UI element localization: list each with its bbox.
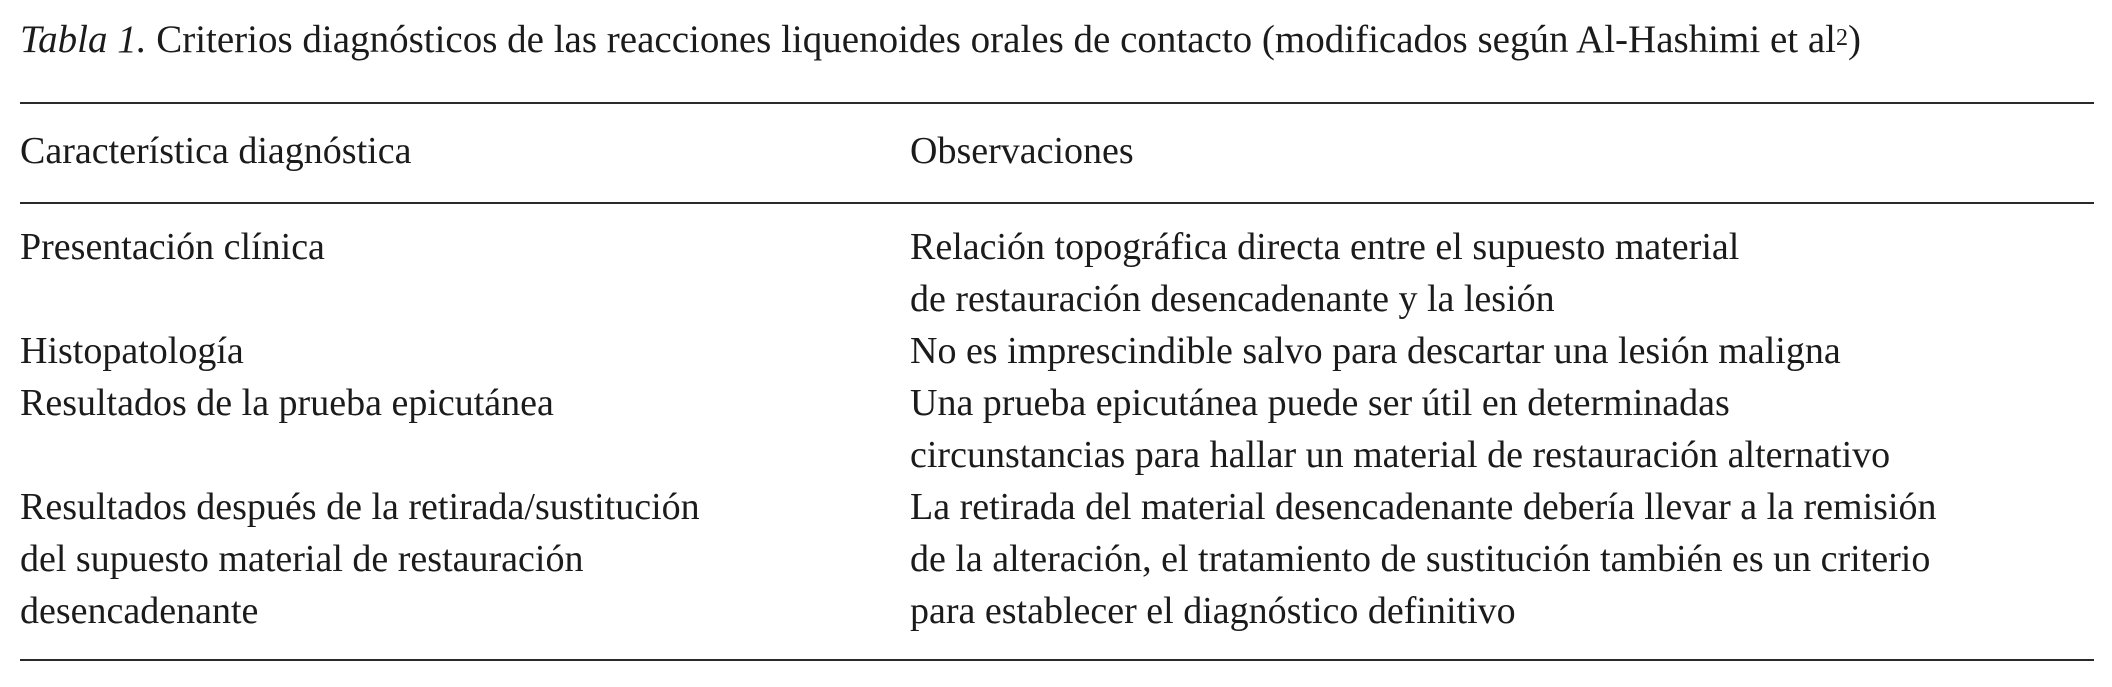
row-characteristic: Presentación clínica [20,226,325,268]
row-observations: Relación topográfica directa entre el supuesto material de restauración desencadenante y la lesión [910,226,1740,320]
row-observations: La retirada del material desencadenante debería llevar a la remisión de la alteración, el tratamiento de sustitución también es un criterio para establecer el diagnóstico definitivo [910,486,1937,632]
table-caption-label: Tabla 1. [20,18,147,61]
row-observations: Una prueba epicutánea puede ser útil en determinadas circunstancias para hallar un material de restauración alternativo [910,382,1891,476]
table-caption [20,14,1861,66]
header-characteristic: Característica diagnóstica [20,130,412,172]
table-header-rule [20,202,2094,204]
table-header-row [20,125,2094,181]
row-characteristic: Resultados después de la retirada/sustitución del supuesto material de restauración desencadenante [20,486,700,632]
reference-superscript: 2 [1835,25,1848,51]
table-caption-closing: ) [1847,18,1861,61]
table-caption-text: Criterios diagnósticos de las reacciones liquenoides orales de contacto (modificados según Al-Hashimi et al [146,18,1836,61]
row-characteristic: Resultados de la prueba epicutánea [20,382,554,424]
header-observations: Observaciones [910,130,1134,172]
table-top-rule [20,102,2094,104]
row-observations: No es imprescindible salvo para descartar una lesión maligna [910,330,1841,372]
row-characteristic: Histopatología [20,330,244,372]
table-bottom-rule [20,659,2094,661]
